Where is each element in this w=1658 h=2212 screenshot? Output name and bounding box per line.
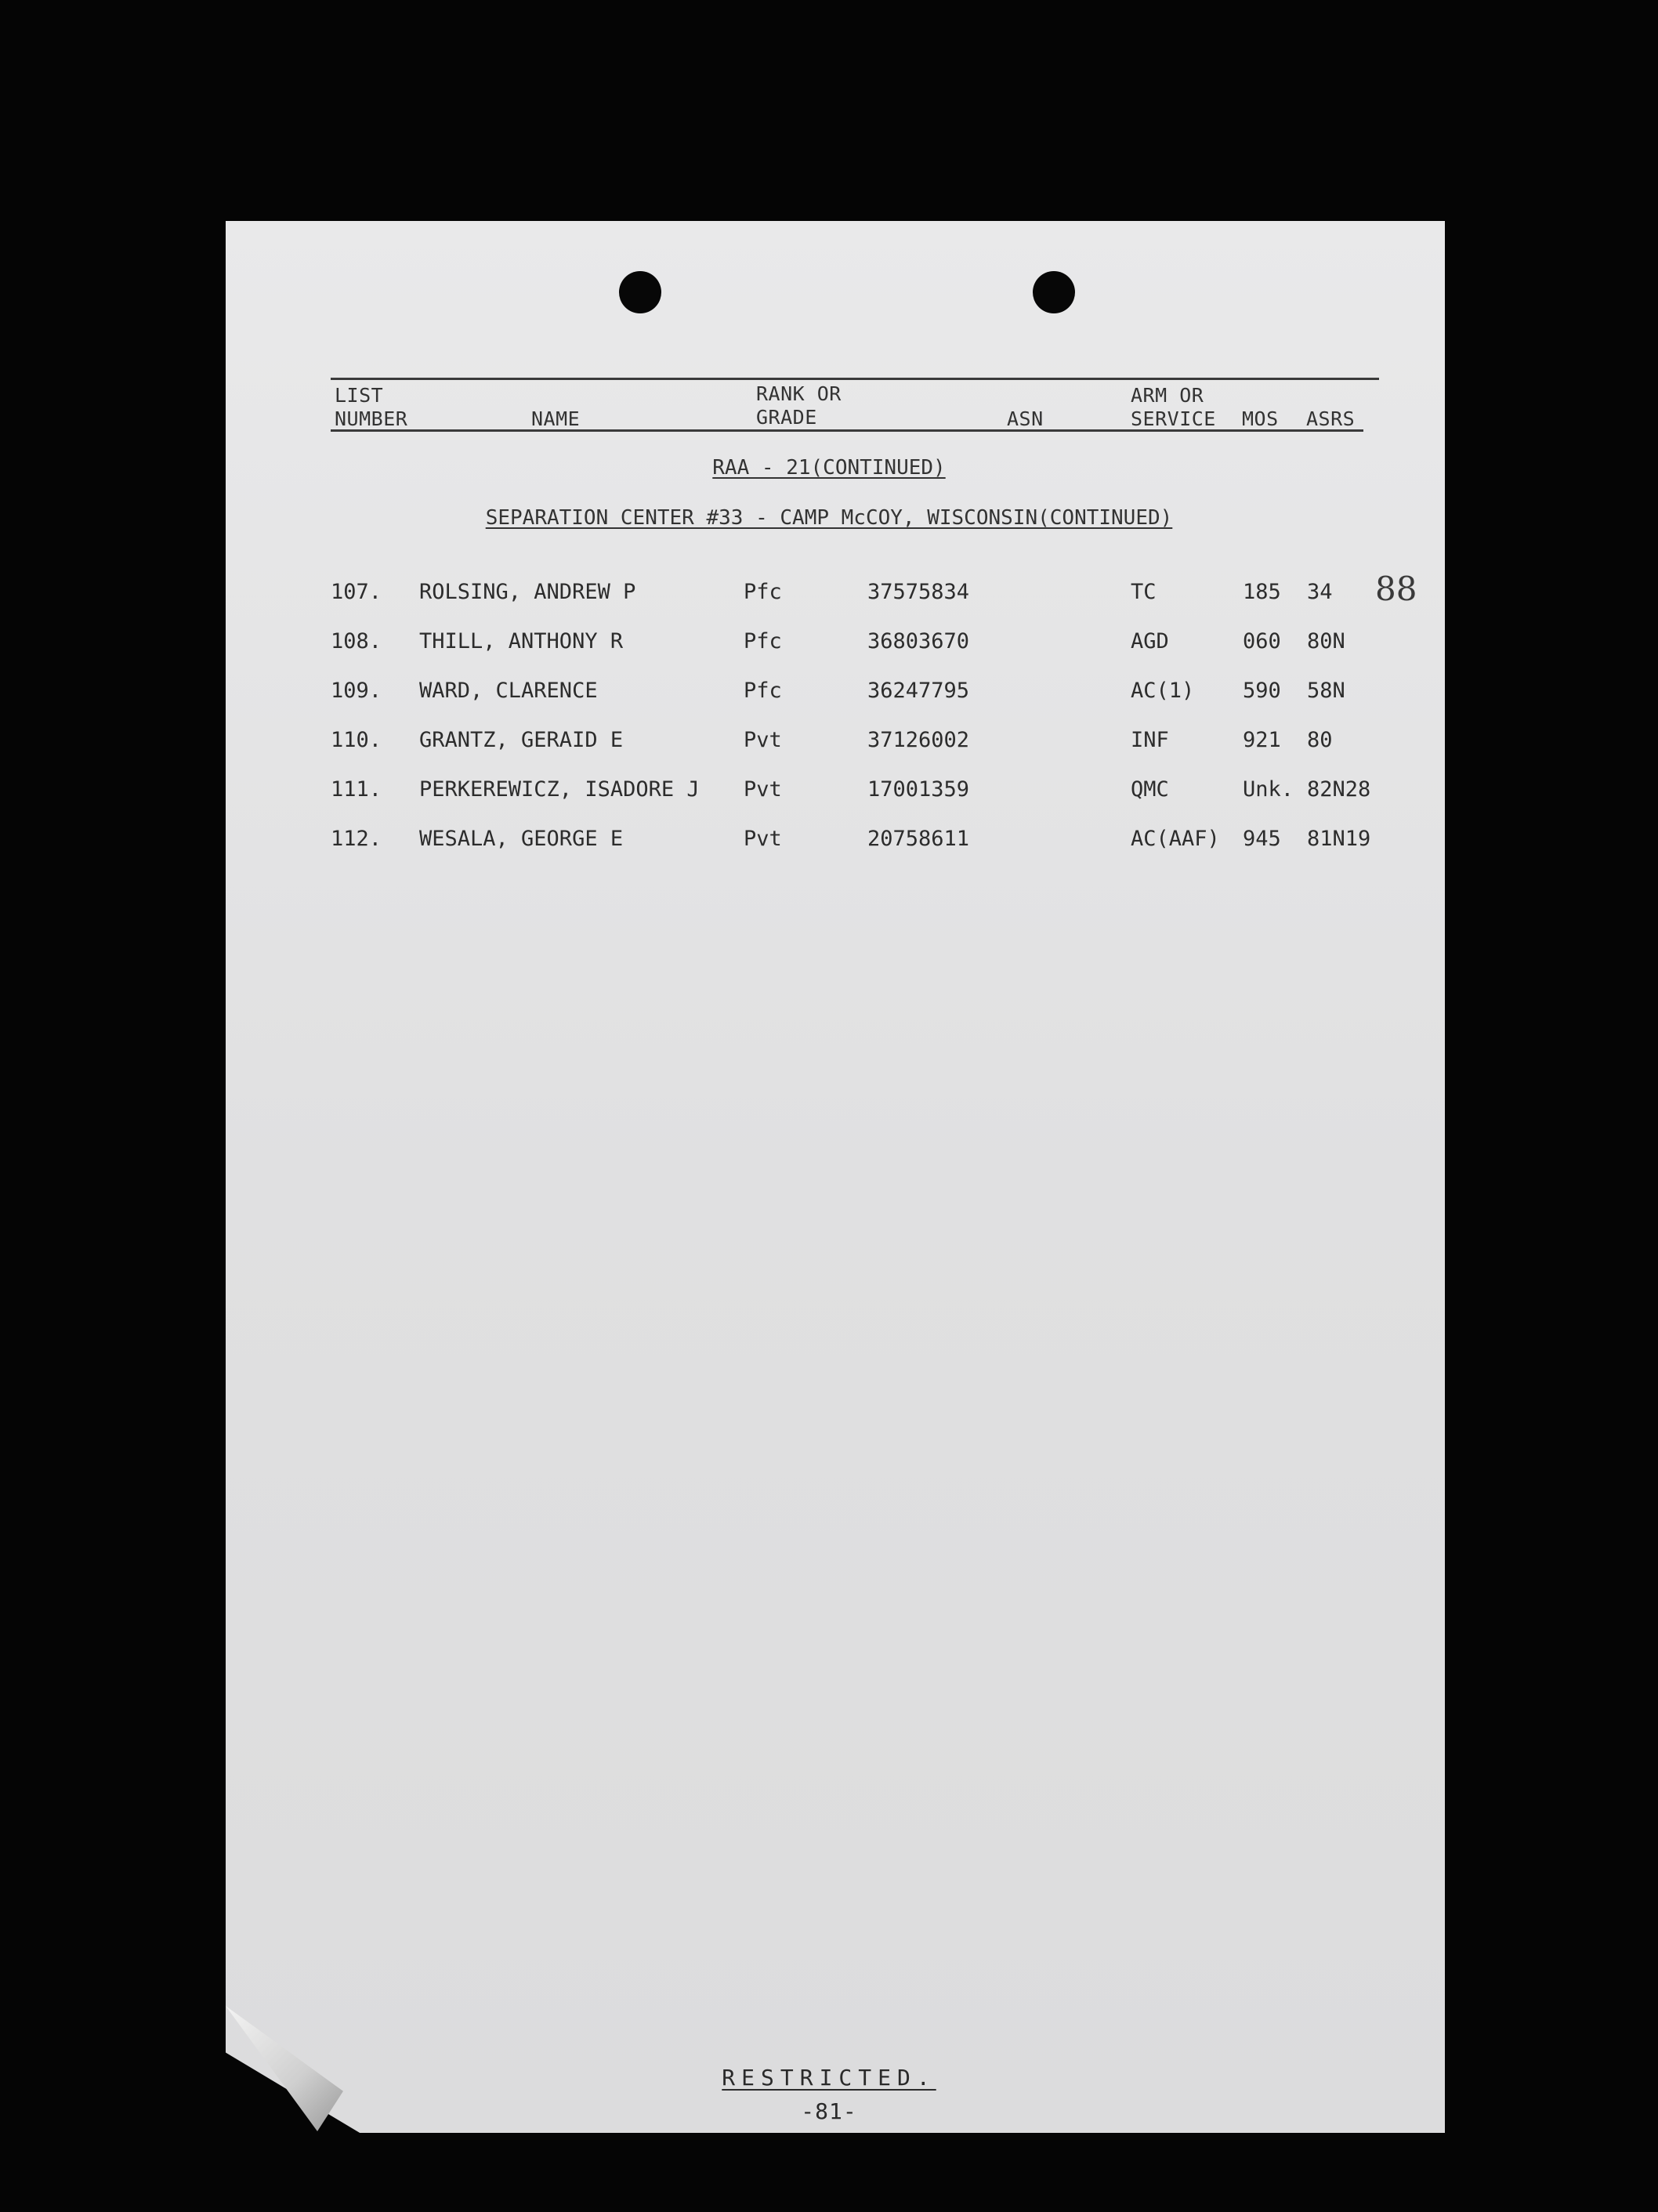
restricted-label: RESTRICTED. bbox=[722, 2065, 936, 2091]
group-title-text: RAA - 21(CONTINUED) bbox=[712, 456, 946, 480]
header-name: NAME bbox=[531, 407, 581, 430]
header-arm-label: ARM OR bbox=[1131, 384, 1204, 407]
header-asrs: ASRS bbox=[1306, 407, 1356, 430]
header-number-label: NUMBER bbox=[335, 407, 408, 430]
row-asrs: 34 bbox=[1307, 580, 1333, 604]
row-arm: AGD bbox=[1131, 629, 1169, 653]
row-mos: 185 bbox=[1243, 580, 1281, 604]
row-asn: 36247795 bbox=[867, 679, 970, 703]
table-row bbox=[0, 777, 1658, 809]
row-asn: 37126002 bbox=[867, 728, 970, 752]
row-asrs: 80N bbox=[1307, 629, 1345, 653]
row-asrs: 80 bbox=[1307, 728, 1333, 752]
row-asrs: 58N bbox=[1307, 679, 1345, 703]
header-asn: ASN bbox=[1007, 407, 1044, 430]
row-mos: Unk. bbox=[1243, 777, 1294, 802]
row-name: PERKEREWICZ, ISADORE J bbox=[419, 777, 700, 802]
row-list-number: 110. bbox=[331, 728, 382, 752]
header-grade-label: GRADE bbox=[756, 406, 817, 429]
table-row bbox=[0, 827, 1658, 858]
row-list-number: 108. bbox=[331, 629, 382, 653]
row-rank: Pfc bbox=[744, 679, 782, 703]
row-list-number: 109. bbox=[331, 679, 382, 703]
group-title bbox=[0, 456, 1658, 480]
row-name: GRANTZ, GERAID E bbox=[419, 728, 624, 752]
header-mos: MOS bbox=[1242, 407, 1279, 430]
row-asn: 37575834 bbox=[867, 580, 970, 604]
header-top-rule bbox=[331, 378, 1379, 380]
table-row bbox=[0, 629, 1658, 661]
row-mos: 590 bbox=[1243, 679, 1281, 703]
row-asrs: 81N19 bbox=[1307, 827, 1371, 851]
row-mos: 945 bbox=[1243, 827, 1281, 851]
row-arm: INF bbox=[1131, 728, 1169, 752]
table-row bbox=[0, 580, 1658, 611]
row-arm: TC bbox=[1131, 580, 1157, 604]
row-rank: Pvt bbox=[744, 777, 782, 802]
row-mos: 921 bbox=[1243, 728, 1281, 752]
row-list-number: 112. bbox=[331, 827, 382, 851]
row-list-number: 107. bbox=[331, 580, 382, 604]
row-name: WESALA, GEORGE E bbox=[419, 827, 624, 851]
table-row bbox=[0, 728, 1658, 759]
row-name: ROLSING, ANDREW P bbox=[419, 580, 636, 604]
row-name: WARD, CLARENCE bbox=[419, 679, 598, 703]
row-arm: QMC bbox=[1131, 777, 1169, 802]
row-list-number: 111. bbox=[331, 777, 382, 802]
punch-hole-left bbox=[619, 271, 661, 313]
row-asn: 36803670 bbox=[867, 629, 970, 653]
row-rank: Pfc bbox=[744, 580, 782, 604]
header-rank-label: RANK OR bbox=[756, 382, 842, 405]
header-service-label: SERVICE bbox=[1131, 407, 1216, 430]
row-rank: Pfc bbox=[744, 629, 782, 653]
row-mos: 060 bbox=[1243, 629, 1281, 653]
header-list-number bbox=[335, 384, 407, 431]
punch-hole-right bbox=[1033, 271, 1075, 313]
table-row bbox=[0, 679, 1658, 710]
row-rank: Pvt bbox=[744, 827, 782, 851]
row-asn: 17001359 bbox=[867, 777, 970, 802]
row-arm: AC(1) bbox=[1131, 679, 1195, 703]
header-arm-or-service bbox=[1131, 384, 1216, 431]
row-asrs: 82N28 bbox=[1307, 777, 1371, 802]
center-title bbox=[0, 506, 1658, 530]
row-asn: 20758611 bbox=[867, 827, 970, 851]
row-name: THILL, ANTHONY R bbox=[419, 629, 624, 653]
center-title-text: SEPARATION CENTER #33 - CAMP McCOY, WISCONSIN(CONTINUED) bbox=[485, 506, 1173, 530]
handwritten-page-mark: 88 bbox=[1375, 570, 1417, 608]
row-arm: AC(AAF) bbox=[1131, 827, 1220, 851]
header-list-label: LIST bbox=[335, 384, 384, 407]
header-rank-or-grade bbox=[756, 382, 842, 429]
row-rank: Pvt bbox=[744, 728, 782, 752]
page-number: -81- bbox=[801, 2098, 857, 2124]
